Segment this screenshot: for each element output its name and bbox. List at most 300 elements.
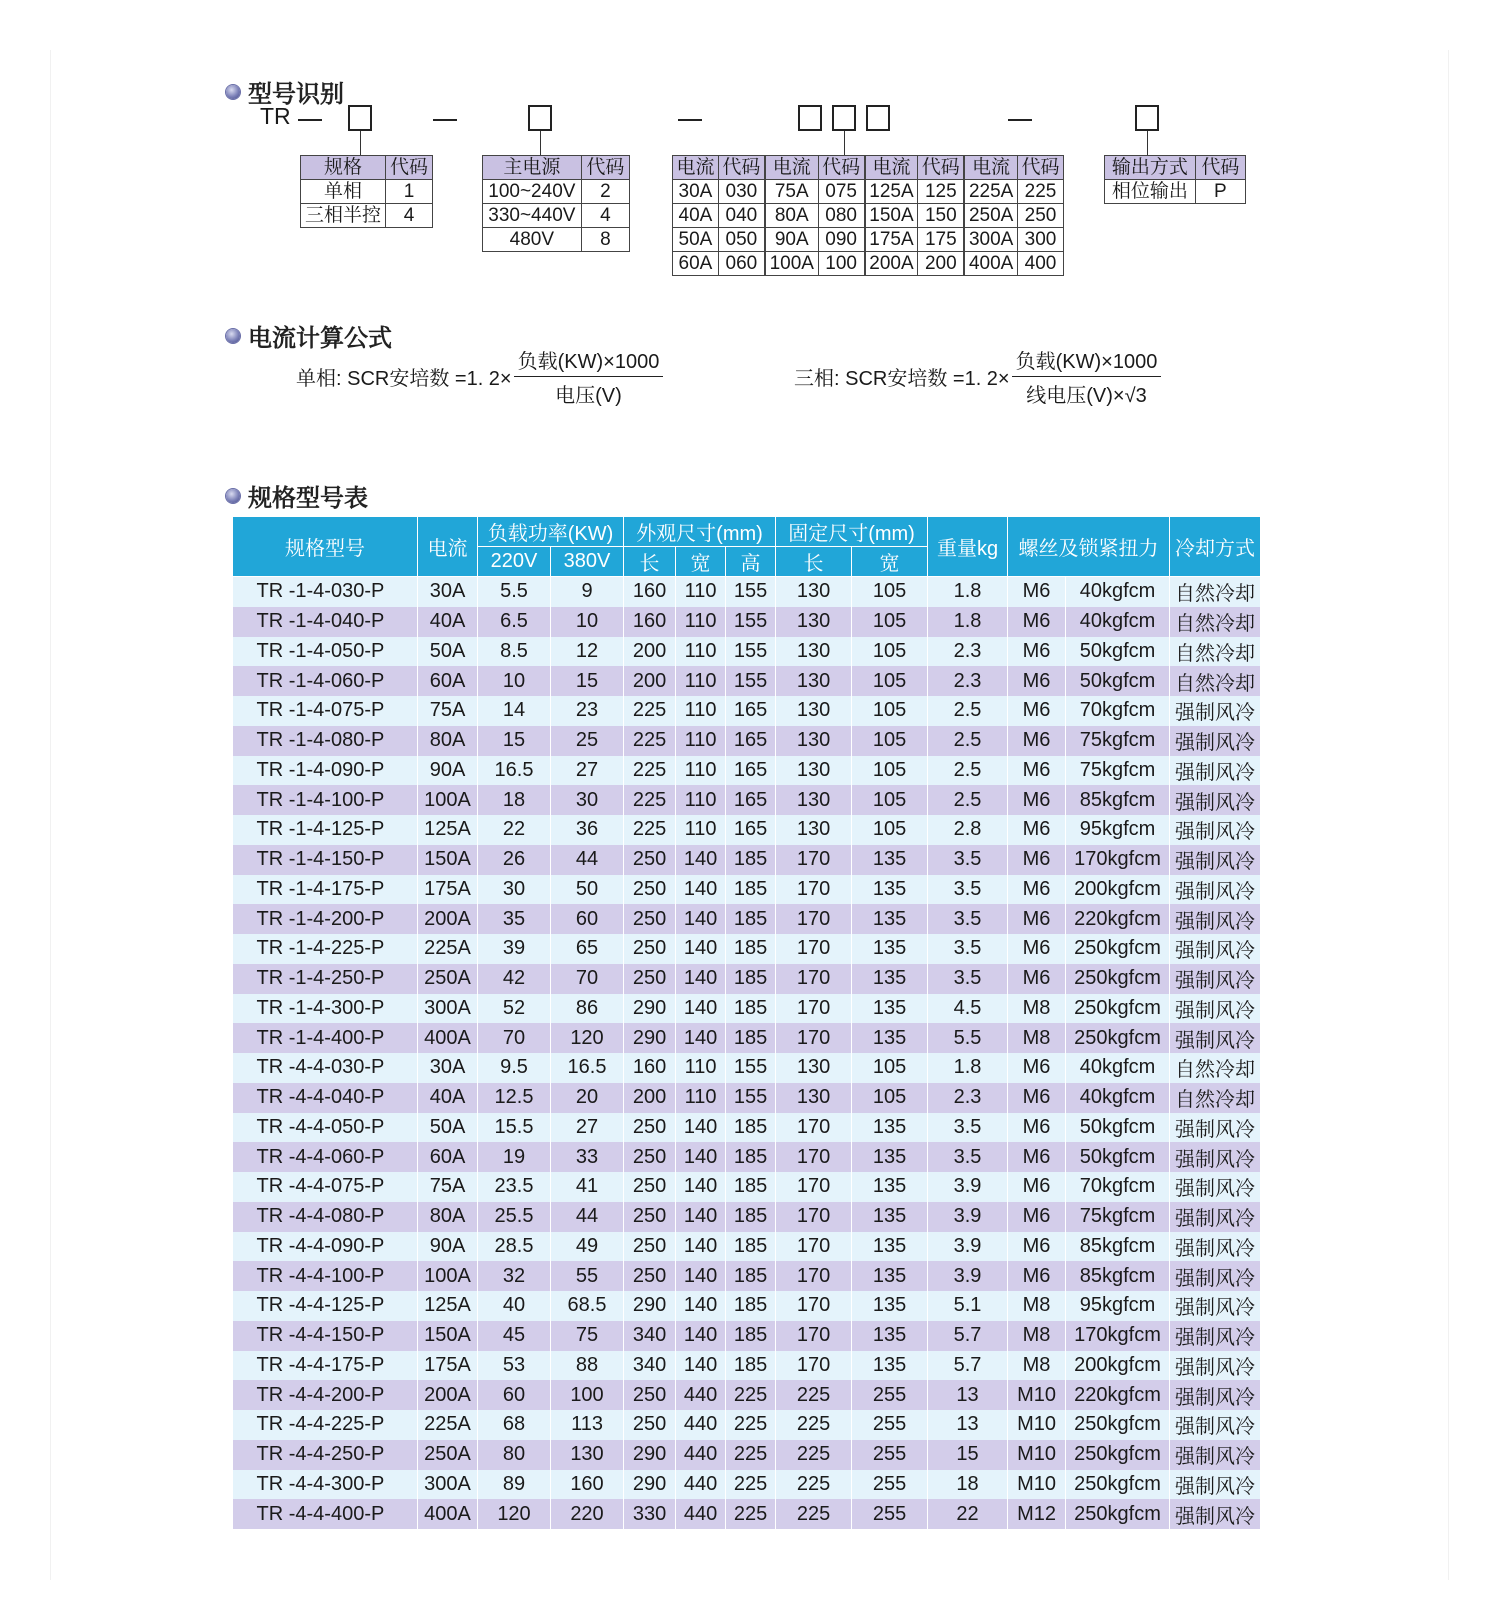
cell-length: 340 xyxy=(624,1351,676,1381)
cell-load-380v: 70 xyxy=(551,964,624,994)
cell-load-220v: 89 xyxy=(478,1470,551,1500)
cell-current: 225A xyxy=(418,934,478,964)
cell-model: TR -1-4-300-P xyxy=(233,994,418,1024)
mini-table-cell: 330~440V xyxy=(483,204,582,228)
cell-load-220v: 39 xyxy=(478,934,551,964)
cell-width: 110 xyxy=(676,666,726,696)
cell-cooling: 自然冷却 xyxy=(1170,607,1261,637)
cell-load-220v: 68 xyxy=(478,1410,551,1440)
cell-model: TR -4-4-040-P xyxy=(233,1083,418,1113)
cell-weight: 3.5 xyxy=(928,1113,1008,1143)
cell-load-220v: 16.5 xyxy=(478,756,551,786)
table-row xyxy=(233,1023,1261,1053)
cell-width: 440 xyxy=(676,1380,726,1410)
cell-torque: 75kgfcm xyxy=(1066,1202,1170,1232)
table-row xyxy=(233,1232,1261,1262)
cell-torque: 40kgfcm xyxy=(1066,1053,1170,1083)
mini-table-cell: 225 xyxy=(1018,180,1064,204)
cell-weight: 2.5 xyxy=(928,696,1008,726)
cell-torque: 75kgfcm xyxy=(1066,756,1170,786)
cell-torque: 220kgfcm xyxy=(1066,904,1170,934)
mini-table-row xyxy=(483,204,630,228)
cell-fixed-width: 105 xyxy=(852,607,928,637)
cell-width: 140 xyxy=(676,1351,726,1381)
spec-table xyxy=(232,516,1261,1529)
cell-current: 150A xyxy=(418,845,478,875)
connector xyxy=(540,131,541,155)
cell-length: 250 xyxy=(624,1113,676,1143)
cell-weight: 2.3 xyxy=(928,1083,1008,1113)
mini-table-row xyxy=(673,204,1064,228)
cell-current: 250A xyxy=(418,964,478,994)
mini-table-header-cell: 电流 xyxy=(765,156,818,180)
cell-cooling: 自然冷却 xyxy=(1170,666,1261,696)
cell-length: 290 xyxy=(624,1470,676,1500)
cell-load-220v: 19 xyxy=(478,1142,551,1172)
cell-screw: M6 xyxy=(1008,696,1066,726)
cell-height: 185 xyxy=(726,994,776,1024)
cell-current: 300A xyxy=(418,1470,478,1500)
cell-load-380v: 113 xyxy=(551,1410,624,1440)
cell-fixed-width: 255 xyxy=(852,1499,928,1529)
cell-width: 110 xyxy=(676,1083,726,1113)
cell-width: 440 xyxy=(676,1470,726,1500)
cell-load-220v: 23.5 xyxy=(478,1172,551,1202)
section-title-text: 电流计算公式 xyxy=(248,325,392,352)
cell-load-220v: 18 xyxy=(478,785,551,815)
cell-load-220v: 26 xyxy=(478,845,551,875)
cell-cooling: 强制风冷 xyxy=(1170,1470,1261,1500)
code-box-spec xyxy=(348,105,372,131)
cell-load-380v: 20 xyxy=(551,1083,624,1113)
mini-table-row xyxy=(301,180,433,204)
cell-load-380v: 41 xyxy=(551,1172,624,1202)
mini-table-header-cell: 主电源 xyxy=(483,156,582,180)
table-row xyxy=(233,1083,1261,1113)
cell-width: 140 xyxy=(676,1261,726,1291)
code-box-current-2 xyxy=(832,105,856,131)
code-dash xyxy=(678,119,702,121)
cell-weight: 2.3 xyxy=(928,637,1008,667)
cell-fixed-width: 135 xyxy=(852,875,928,905)
cell-height: 155 xyxy=(726,1053,776,1083)
mini-table-cell: 040 xyxy=(718,204,764,228)
mini-table-cell: 4 xyxy=(386,204,433,228)
cell-model: TR -1-4-100-P xyxy=(233,785,418,815)
cell-weight: 5.5 xyxy=(928,1023,1008,1053)
cell-fixed-length: 130 xyxy=(776,785,852,815)
cell-height: 185 xyxy=(726,1172,776,1202)
cell-load-220v: 120 xyxy=(478,1499,551,1529)
cell-fixed-length: 225 xyxy=(776,1499,852,1529)
cell-length: 340 xyxy=(624,1321,676,1351)
cell-screw: M6 xyxy=(1008,666,1066,696)
mini-table-cell: 150A xyxy=(865,204,918,228)
cell-weight: 2.8 xyxy=(928,815,1008,845)
cell-load-380v: 50 xyxy=(551,875,624,905)
cell-current: 30A xyxy=(418,1053,478,1083)
cell-weight: 2.3 xyxy=(928,666,1008,696)
cell-model: TR -1-4-030-P xyxy=(233,577,418,607)
cell-torque: 50kgfcm xyxy=(1066,1142,1170,1172)
mini-table-header-cell: 输出方式 xyxy=(1105,156,1196,180)
cell-fixed-length: 170 xyxy=(776,1202,852,1232)
cell-torque: 95kgfcm xyxy=(1066,815,1170,845)
header-fixed-width: 宽 xyxy=(852,547,928,577)
cell-cooling: 强制风冷 xyxy=(1170,1261,1261,1291)
mini-table-cell: 1 xyxy=(386,180,433,204)
cell-torque: 40kgfcm xyxy=(1066,1083,1170,1113)
cell-width: 440 xyxy=(676,1499,726,1529)
cell-screw: M6 xyxy=(1008,785,1066,815)
cell-torque: 40kgfcm xyxy=(1066,607,1170,637)
cell-width: 140 xyxy=(676,1321,726,1351)
mini-table-cell: 三相半控 xyxy=(301,204,386,228)
mini-table-cell: 080 xyxy=(818,204,864,228)
formula-denominator: 线电压(V)×√3 xyxy=(1026,385,1147,407)
cell-model: TR -1-4-080-P xyxy=(233,726,418,756)
cell-load-220v: 8.5 xyxy=(478,637,551,667)
cell-length: 250 xyxy=(624,1232,676,1262)
cell-fixed-width: 135 xyxy=(852,1113,928,1143)
cell-fixed-width: 135 xyxy=(852,1023,928,1053)
cell-weight: 3.5 xyxy=(928,964,1008,994)
cell-screw: M10 xyxy=(1008,1440,1066,1470)
table-row xyxy=(233,994,1261,1024)
cell-model: TR -1-4-225-P xyxy=(233,934,418,964)
cell-torque: 70kgfcm xyxy=(1066,1172,1170,1202)
header-load: 负载功率(KW) xyxy=(478,517,624,547)
mini-table-row xyxy=(673,228,1064,252)
cell-length: 250 xyxy=(624,1202,676,1232)
cell-height: 225 xyxy=(726,1499,776,1529)
cell-weight: 3.5 xyxy=(928,875,1008,905)
cell-length: 290 xyxy=(624,1023,676,1053)
cell-fixed-width: 105 xyxy=(852,666,928,696)
table-row xyxy=(233,1261,1261,1291)
table-row xyxy=(233,1470,1261,1500)
cell-width: 140 xyxy=(676,1291,726,1321)
mini-table-header-cell: 代码 xyxy=(386,156,433,180)
mini-table-cell: 200A xyxy=(865,252,918,276)
cell-cooling: 强制风冷 xyxy=(1170,964,1261,994)
cell-current: 90A xyxy=(418,1232,478,1262)
cell-length: 290 xyxy=(624,994,676,1024)
bullet-icon xyxy=(226,85,240,99)
cell-current: 125A xyxy=(418,815,478,845)
cell-torque: 95kgfcm xyxy=(1066,1291,1170,1321)
header-outer-size: 外观尺寸(mm) xyxy=(624,517,776,547)
mini-table-header-cell: 代码 xyxy=(718,156,764,180)
page-edge-left xyxy=(50,50,51,1580)
cell-fixed-width: 255 xyxy=(852,1410,928,1440)
cell-width: 110 xyxy=(676,607,726,637)
cell-current: 40A xyxy=(418,1083,478,1113)
spec-code-table xyxy=(300,155,433,228)
cell-fixed-length: 170 xyxy=(776,845,852,875)
cell-load-380v: 16.5 xyxy=(551,1053,624,1083)
cell-current: 125A xyxy=(418,1291,478,1321)
cell-torque: 250kgfcm xyxy=(1066,1470,1170,1500)
cell-cooling: 强制风冷 xyxy=(1170,1321,1261,1351)
cell-model: TR -1-4-175-P xyxy=(233,875,418,905)
table-row xyxy=(233,726,1261,756)
cell-load-380v: 65 xyxy=(551,934,624,964)
cell-torque: 75kgfcm xyxy=(1066,726,1170,756)
mini-table-cell: 4 xyxy=(581,204,629,228)
formula-lhs: 单相: SCR安培数 =1. 2× xyxy=(296,368,512,390)
cell-cooling: 强制风冷 xyxy=(1170,1499,1261,1529)
cell-model: TR -1-4-040-P xyxy=(233,607,418,637)
cell-load-220v: 15.5 xyxy=(478,1113,551,1143)
cell-fixed-length: 170 xyxy=(776,1291,852,1321)
cell-height: 165 xyxy=(726,815,776,845)
cell-height: 165 xyxy=(726,696,776,726)
cell-fixed-length: 170 xyxy=(776,964,852,994)
cell-current: 175A xyxy=(418,1351,478,1381)
current-code-table xyxy=(672,155,1064,276)
mini-table-cell: 030 xyxy=(718,180,764,204)
cell-fixed-length: 130 xyxy=(776,815,852,845)
cell-height: 225 xyxy=(726,1380,776,1410)
cell-cooling: 强制风冷 xyxy=(1170,1202,1261,1232)
cell-cooling: 强制风冷 xyxy=(1170,756,1261,786)
formula-lhs: 三相: SCR安培数 =1. 2× xyxy=(794,368,1010,390)
cell-torque: 40kgfcm xyxy=(1066,577,1170,607)
cell-load-380v: 68.5 xyxy=(551,1291,624,1321)
cell-torque: 250kgfcm xyxy=(1066,1023,1170,1053)
cell-weight: 5.1 xyxy=(928,1291,1008,1321)
cell-fixed-length: 130 xyxy=(776,666,852,696)
formula-numerator: 负载(KW)×1000 xyxy=(514,345,664,377)
header-weight: 重量kg xyxy=(928,517,1008,577)
cell-weight: 1.8 xyxy=(928,1053,1008,1083)
mini-table-row xyxy=(301,204,433,228)
mini-table-cell: 200 xyxy=(918,252,964,276)
cell-current: 400A xyxy=(418,1499,478,1529)
header-fixed-size: 固定尺寸(mm) xyxy=(776,517,928,547)
cell-cooling: 强制风冷 xyxy=(1170,815,1261,845)
mini-table-cell: 175 xyxy=(918,228,964,252)
cell-current: 60A xyxy=(418,666,478,696)
cell-screw: M8 xyxy=(1008,994,1066,1024)
cell-model: TR -1-4-125-P xyxy=(233,815,418,845)
cell-height: 155 xyxy=(726,607,776,637)
mini-table-cell: 150 xyxy=(918,204,964,228)
header-length: 长 xyxy=(624,547,676,577)
cell-fixed-length: 130 xyxy=(776,577,852,607)
cell-width: 110 xyxy=(676,785,726,815)
table-row xyxy=(233,637,1261,667)
cell-model: TR -4-4-400-P xyxy=(233,1499,418,1529)
cell-screw: M6 xyxy=(1008,1172,1066,1202)
formula-three-phase xyxy=(794,345,1161,408)
cell-width: 140 xyxy=(676,1023,726,1053)
mini-table-header-cell: 电流 xyxy=(673,156,719,180)
cell-load-220v: 30 xyxy=(478,875,551,905)
cell-height: 165 xyxy=(726,785,776,815)
header-220v: 220V xyxy=(478,547,551,577)
cell-load-220v: 25.5 xyxy=(478,1202,551,1232)
section-title-spec xyxy=(226,478,368,513)
cell-cooling: 强制风冷 xyxy=(1170,1232,1261,1262)
cell-weight: 13 xyxy=(928,1410,1008,1440)
cell-load-380v: 12 xyxy=(551,637,624,667)
cell-screw: M6 xyxy=(1008,726,1066,756)
mini-table-cell: 90A xyxy=(765,228,818,252)
cell-height: 165 xyxy=(726,756,776,786)
cell-height: 155 xyxy=(726,637,776,667)
cell-screw: M10 xyxy=(1008,1380,1066,1410)
mini-table-cell: 175A xyxy=(865,228,918,252)
cell-fixed-length: 130 xyxy=(776,756,852,786)
code-dash xyxy=(298,119,322,121)
mini-table-row xyxy=(673,180,1064,204)
cell-torque: 170kgfcm xyxy=(1066,1321,1170,1351)
cell-load-380v: 60 xyxy=(551,904,624,934)
cell-screw: M6 xyxy=(1008,904,1066,934)
mini-table-header-cell: 代码 xyxy=(918,156,964,180)
cell-load-220v: 70 xyxy=(478,1023,551,1053)
page-edge-right xyxy=(1448,50,1449,1580)
table-row xyxy=(233,964,1261,994)
cell-cooling: 自然冷却 xyxy=(1170,1053,1261,1083)
cell-length: 250 xyxy=(624,1380,676,1410)
cell-fixed-width: 135 xyxy=(852,1172,928,1202)
code-box-power xyxy=(528,105,552,131)
cell-length: 250 xyxy=(624,845,676,875)
cell-weight: 5.7 xyxy=(928,1321,1008,1351)
cell-width: 140 xyxy=(676,1142,726,1172)
cell-load-380v: 10 xyxy=(551,607,624,637)
header-fixed-length: 长 xyxy=(776,547,852,577)
cell-length: 250 xyxy=(624,1410,676,1440)
cell-screw: M6 xyxy=(1008,845,1066,875)
table-row xyxy=(233,666,1261,696)
cell-width: 110 xyxy=(676,1053,726,1083)
cell-fixed-length: 130 xyxy=(776,696,852,726)
mini-table-cell: 相位输出 xyxy=(1105,180,1196,204)
cell-model: TR -1-4-400-P xyxy=(233,1023,418,1053)
table-row xyxy=(233,1172,1261,1202)
cell-width: 140 xyxy=(676,934,726,964)
cell-screw: M8 xyxy=(1008,1023,1066,1053)
cell-weight: 3.5 xyxy=(928,845,1008,875)
cell-load-380v: 44 xyxy=(551,1202,624,1232)
mini-table-row xyxy=(1105,180,1246,204)
cell-torque: 250kgfcm xyxy=(1066,994,1170,1024)
table-row xyxy=(233,785,1261,815)
cell-current: 150A xyxy=(418,1321,478,1351)
mini-table-header-cell: 代码 xyxy=(818,156,864,180)
mini-table-cell: 100 xyxy=(818,252,864,276)
cell-cooling: 强制风冷 xyxy=(1170,1380,1261,1410)
cell-width: 140 xyxy=(676,845,726,875)
mini-table-header-cell: 代码 xyxy=(1195,156,1245,180)
cell-height: 185 xyxy=(726,1261,776,1291)
table-row xyxy=(233,1410,1261,1440)
cell-height: 185 xyxy=(726,1351,776,1381)
cell-weight: 2.5 xyxy=(928,785,1008,815)
cell-cooling: 强制风冷 xyxy=(1170,1172,1261,1202)
cell-length: 250 xyxy=(624,964,676,994)
cell-cooling: 强制风冷 xyxy=(1170,1142,1261,1172)
cell-torque: 250kgfcm xyxy=(1066,964,1170,994)
cell-weight: 3.9 xyxy=(928,1172,1008,1202)
connector xyxy=(844,131,845,155)
cell-load-220v: 5.5 xyxy=(478,577,551,607)
mini-table-cell: 80A xyxy=(765,204,818,228)
cell-torque: 250kgfcm xyxy=(1066,1410,1170,1440)
cell-length: 250 xyxy=(624,1261,676,1291)
cell-screw: M6 xyxy=(1008,577,1066,607)
cell-cooling: 自然冷却 xyxy=(1170,577,1261,607)
cell-width: 110 xyxy=(676,696,726,726)
cell-weight: 18 xyxy=(928,1470,1008,1500)
cell-fixed-width: 255 xyxy=(852,1470,928,1500)
table-row xyxy=(233,696,1261,726)
cell-weight: 3.9 xyxy=(928,1202,1008,1232)
cell-load-380v: 15 xyxy=(551,666,624,696)
cell-screw: M6 xyxy=(1008,1053,1066,1083)
cell-fixed-width: 135 xyxy=(852,1321,928,1351)
cell-torque: 50kgfcm xyxy=(1066,666,1170,696)
cell-height: 225 xyxy=(726,1470,776,1500)
cell-load-220v: 22 xyxy=(478,815,551,845)
cell-screw: M6 xyxy=(1008,1261,1066,1291)
mini-table-cell: 8 xyxy=(581,228,629,252)
cell-weight: 3.5 xyxy=(928,904,1008,934)
cell-fixed-width: 135 xyxy=(852,904,928,934)
table-row xyxy=(233,1202,1261,1232)
cell-current: 75A xyxy=(418,696,478,726)
cell-length: 250 xyxy=(624,1142,676,1172)
cell-load-380v: 75 xyxy=(551,1321,624,1351)
mini-table-header-cell: 代码 xyxy=(1018,156,1064,180)
cell-torque: 85kgfcm xyxy=(1066,785,1170,815)
cell-length: 160 xyxy=(624,607,676,637)
cell-cooling: 强制风冷 xyxy=(1170,1291,1261,1321)
table-row xyxy=(233,607,1261,637)
mini-table-row xyxy=(673,252,1064,276)
cell-width: 110 xyxy=(676,815,726,845)
cell-weight: 13 xyxy=(928,1380,1008,1410)
cell-weight: 15 xyxy=(928,1440,1008,1470)
cell-load-380v: 220 xyxy=(551,1499,624,1529)
table-row xyxy=(233,756,1261,786)
table-row xyxy=(233,1291,1261,1321)
cell-screw: M6 xyxy=(1008,815,1066,845)
cell-current: 80A xyxy=(418,726,478,756)
cell-current: 225A xyxy=(418,1410,478,1440)
formula-denominator: 电压(V) xyxy=(555,385,622,407)
table-row xyxy=(233,1053,1261,1083)
cell-cooling: 自然冷却 xyxy=(1170,637,1261,667)
cell-fixed-length: 225 xyxy=(776,1410,852,1440)
cell-height: 185 xyxy=(726,845,776,875)
table-row xyxy=(233,845,1261,875)
mini-table-cell: 075 xyxy=(818,180,864,204)
table-row xyxy=(233,815,1261,845)
cell-screw: M6 xyxy=(1008,964,1066,994)
cell-length: 200 xyxy=(624,666,676,696)
cell-length: 225 xyxy=(624,785,676,815)
table-row xyxy=(233,1351,1261,1381)
cell-model: TR -1-4-050-P xyxy=(233,637,418,667)
cell-length: 330 xyxy=(624,1499,676,1529)
cell-load-380v: 120 xyxy=(551,1023,624,1053)
cell-length: 225 xyxy=(624,696,676,726)
